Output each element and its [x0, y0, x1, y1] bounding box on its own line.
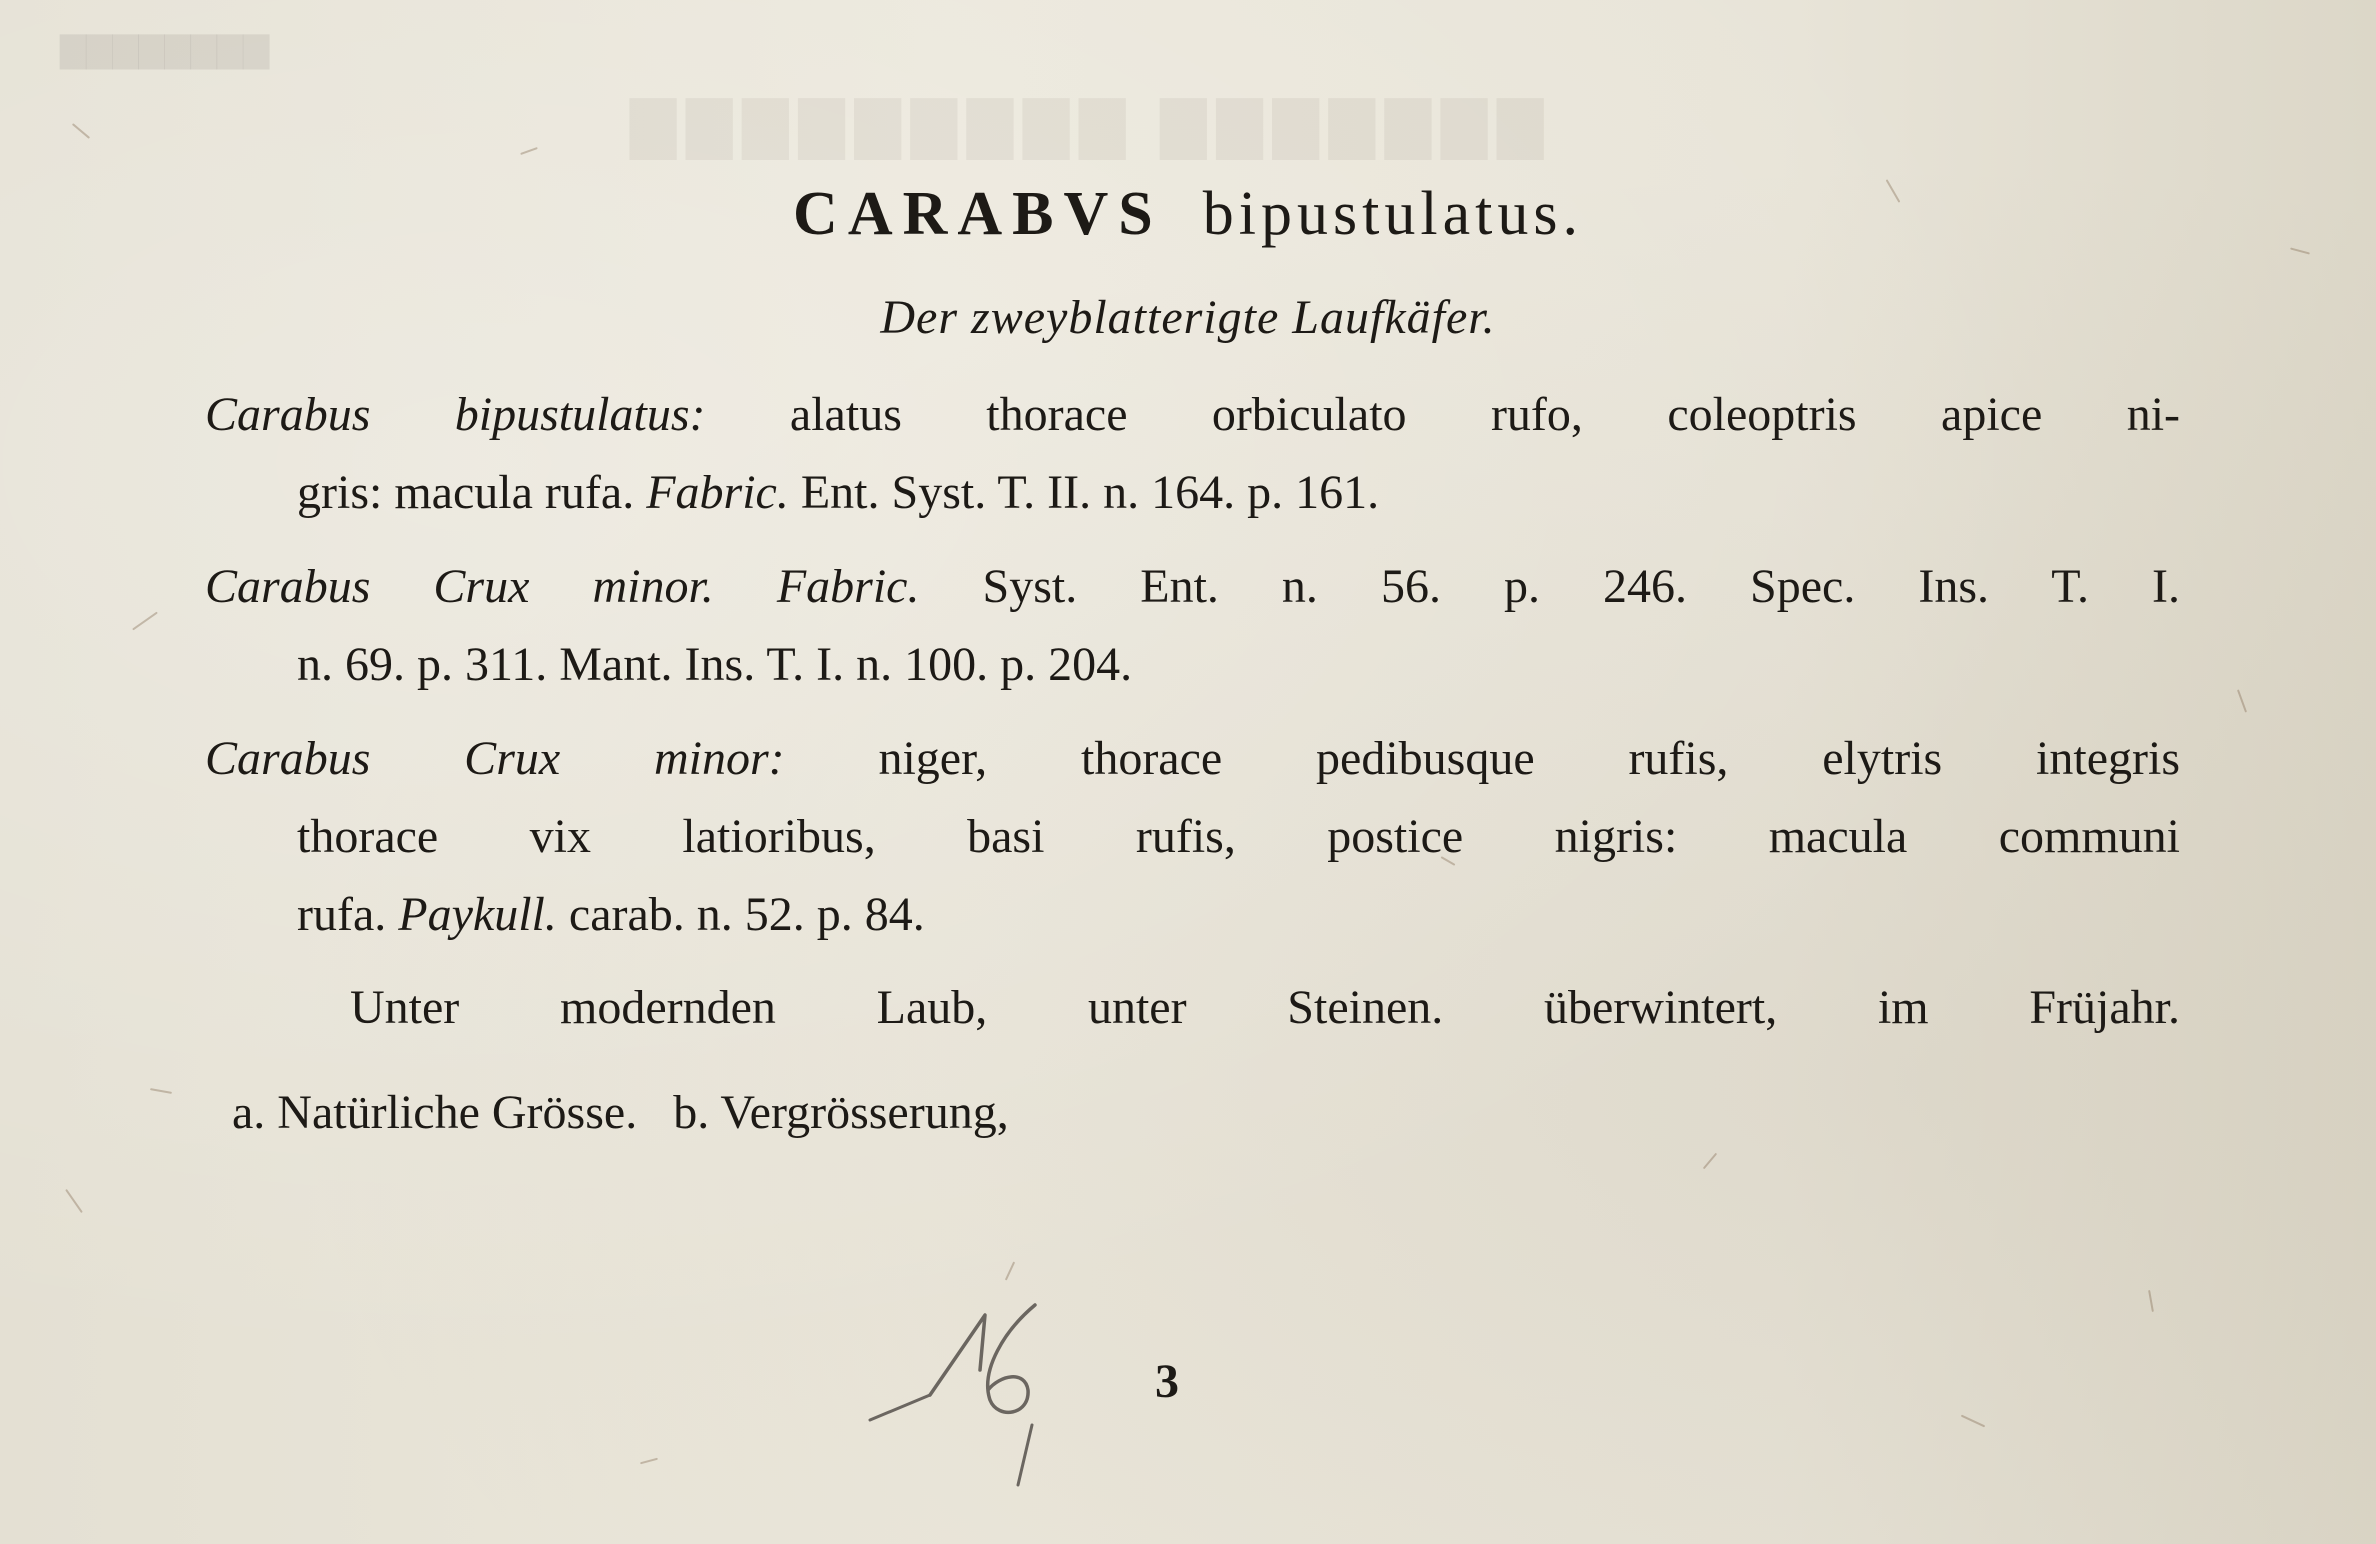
- paper-fibre: [72, 123, 90, 139]
- title-genus: CARABVS: [793, 180, 1163, 248]
- legend-natural-size: a. Natürliche Grösse.: [232, 1086, 638, 1139]
- paper-fibre: [2237, 689, 2247, 712]
- show-through-heading: ▇▇▇▇▇▇▇ ▇▇▇▇▇▇▇▇▇: [620, 92, 1544, 158]
- synonym-entry: [205, 548, 2180, 704]
- title-species: bipustulatus.: [1202, 180, 1583, 248]
- synonym-text: alatus thorace orbiculato rufo, coleoptris apice ni-: [789, 388, 2181, 441]
- page-number: 3: [1155, 1355, 1179, 1408]
- synonym-text: niger, thorace pedibusque rufis, elytris integris: [878, 732, 2181, 785]
- synonym-continuation: n. 69. p. 311. Mant. Ins. T. I. n. 100. p. 204.: [297, 638, 1133, 691]
- synonym-name: Carabus Crux minor.: [205, 560, 714, 613]
- legend-magnification: b. Vergrösserung,: [673, 1086, 1009, 1139]
- synonym-name: Carabus bipustulatus:: [205, 388, 706, 441]
- synonym-first-line: [205, 732, 2180, 785]
- synonym-name: Carabus Crux minor:: [205, 732, 785, 785]
- synonym-continuation: thorace vix latioribus, basi rufis, postice nigris: macula communi: [297, 810, 2180, 863]
- handwritten-pencil-note: [860, 1290, 1100, 1490]
- synonym-entry: [205, 376, 2180, 532]
- synonym-reference: Syst. Ent. n. 56. p. 246. Spec. Ins. T. I.: [982, 560, 2180, 613]
- synonym-continuation: [205, 876, 2180, 954]
- paper-fibre: [150, 1088, 172, 1094]
- synonym-entry: [205, 720, 2180, 954]
- synonym-author: Fabric.: [776, 560, 920, 613]
- synonym-text: gris: macula rufa.: [297, 466, 647, 519]
- paper-fibre: [640, 1458, 658, 1465]
- paper-fibre: [1961, 1415, 1985, 1428]
- paper-fibre: [1703, 1153, 1717, 1170]
- paper-fibre: [132, 612, 158, 631]
- synonym-reference: carab. n. 52. p. 84.: [556, 888, 925, 941]
- show-through-stamp: ▇▇▇▇▇▇▇▇: [60, 31, 270, 69]
- synonym-first-line: [205, 560, 2180, 613]
- synonym-reference: Ent. Syst. T. II. n. 164. p. 161.: [788, 466, 1380, 519]
- synonym-author: Paykull.: [398, 888, 557, 941]
- paper-fibre: [65, 1189, 83, 1213]
- page-title: [0, 178, 2376, 250]
- synonym-text: rufa.: [297, 888, 399, 941]
- habitat-note: Unter modernden Laub, unter Steinen. überwintert, im Früjahr.: [350, 981, 2180, 1034]
- paper-fibre: [520, 147, 538, 155]
- synonym-continuation: [205, 454, 2180, 532]
- synonym-first-line: [205, 388, 2180, 441]
- synonym-author: Fabric.: [646, 466, 789, 519]
- german-name: Der zweyblatterigte Laufkäfer.: [880, 291, 1496, 344]
- figure-legend: [232, 1080, 1045, 1146]
- paper-fibre: [1005, 1262, 1015, 1281]
- paper-fibre: [2148, 1290, 2154, 1312]
